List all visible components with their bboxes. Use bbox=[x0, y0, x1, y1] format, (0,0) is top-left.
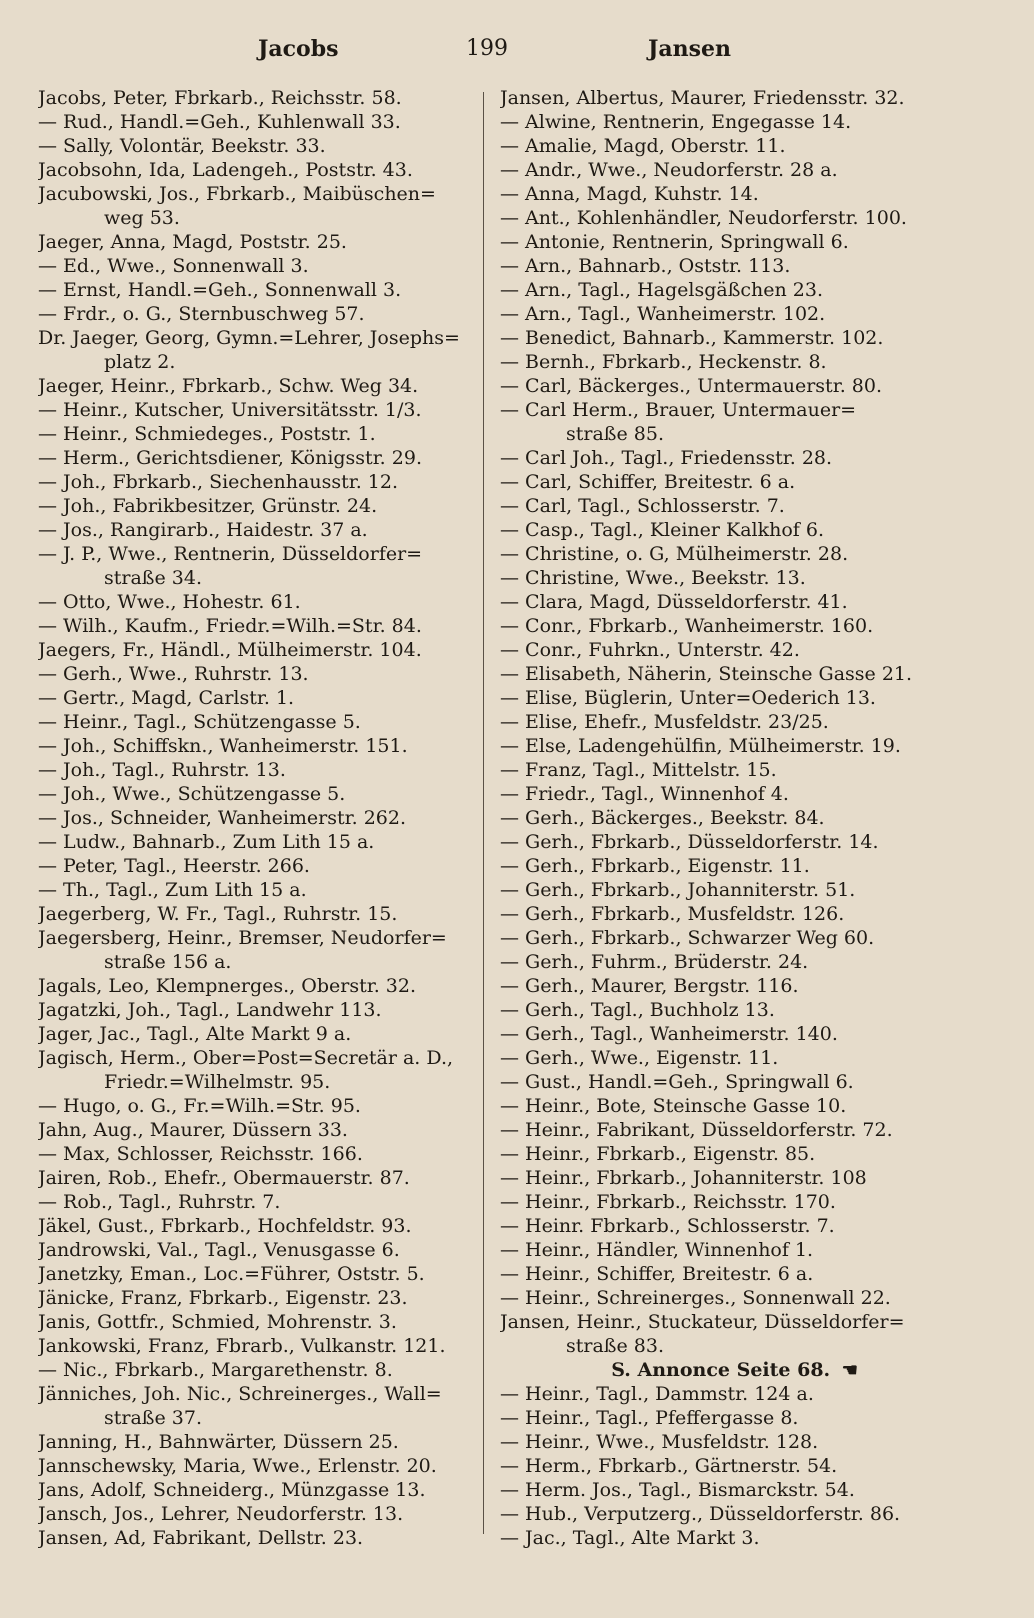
entry-text: — Joh., Tagl., Ruhrstr. 13. bbox=[38, 759, 286, 781]
directory-entry bbox=[38, 326, 466, 350]
entry-text: — Elise, Ehefr., Musfeldstr. 23/25. bbox=[500, 711, 829, 733]
directory-entry bbox=[500, 1286, 940, 1310]
entry-text: — Clara, Magd, Düsseldorferstr. 41. bbox=[500, 591, 848, 613]
directory-entry-continuation bbox=[38, 566, 466, 590]
directory-entry bbox=[38, 1382, 466, 1406]
entry-text: — Joh., Wwe., Schützengasse 5. bbox=[38, 783, 346, 805]
directory-entry-continuation bbox=[38, 206, 466, 230]
directory-entry bbox=[38, 1454, 466, 1478]
directory-entry bbox=[38, 302, 466, 326]
entry-text: Jandrowski, Val., Tagl., Venusgasse 6. bbox=[38, 1239, 400, 1261]
column-divider bbox=[483, 92, 484, 1534]
directory-entry bbox=[38, 1022, 466, 1046]
entry-text: — Franz, Tagl., Mittelstr. 15. bbox=[500, 759, 777, 781]
directory-entry bbox=[500, 638, 940, 662]
right-column bbox=[500, 86, 940, 1550]
entry-text: — Benedict, Bahnarb., Kammerstr. 102. bbox=[500, 327, 884, 349]
entry-text: — Gerh., Fbrkarb., Johanniterstr. 51. bbox=[500, 879, 856, 901]
directory-entry bbox=[500, 1478, 940, 1502]
directory-entry bbox=[500, 110, 940, 134]
entry-text: — Ed., Wwe., Sonnenwall 3. bbox=[38, 255, 309, 277]
directory-entry bbox=[38, 1358, 466, 1382]
directory-entry bbox=[500, 998, 940, 1022]
entry-text: straße 34. bbox=[104, 567, 202, 589]
entry-text: — Carl Herm., Brauer, Untermauer= bbox=[500, 399, 857, 421]
entry-text: — Elise, Büglerin, Unter=Oederich 13. bbox=[500, 687, 876, 709]
directory-entry bbox=[500, 1046, 940, 1070]
entry-text: — Alwine, Rentnerin, Engegasse 14. bbox=[500, 111, 852, 133]
header-right-keyword: Jansen bbox=[648, 36, 732, 62]
directory-entry bbox=[500, 542, 940, 566]
entry-text: Friedr.=Wilhelmstr. 95. bbox=[104, 1071, 331, 1093]
entry-text: — Otto, Wwe., Hohestr. 61. bbox=[38, 591, 301, 613]
entry-text: — Gerh., Bäckerges., Beekstr. 84. bbox=[500, 807, 825, 829]
entry-text: — Anna, Magd, Kuhstr. 14. bbox=[500, 183, 759, 205]
entry-text: — Conr., Fbrkarb., Wanheimerstr. 160. bbox=[500, 615, 874, 637]
directory-entry bbox=[500, 854, 940, 878]
entry-text: Janetzky, Eman., Loc.=Führer, Oststr. 5. bbox=[38, 1263, 425, 1285]
directory-entry bbox=[500, 926, 940, 950]
directory-entry bbox=[38, 974, 466, 998]
directory-entry bbox=[500, 830, 940, 854]
directory-entry bbox=[500, 494, 940, 518]
entry-text: — Nic., Fbrkarb., Margarethenstr. 8. bbox=[38, 1359, 393, 1381]
directory-entry bbox=[38, 782, 466, 806]
entry-text: — Gerh., Fuhrm., Brüderstr. 24. bbox=[500, 951, 809, 973]
entry-text: — Gertr., Magd, Carlstr. 1. bbox=[38, 687, 295, 709]
entry-text: — J. P., Wwe., Rentnerin, Düsseldorfer= bbox=[38, 543, 423, 565]
entry-text: — Ernst, Handl.=Geh., Sonnenwall 3. bbox=[38, 279, 402, 301]
directory-entry bbox=[500, 326, 940, 350]
directory-entry bbox=[500, 1118, 940, 1142]
directory-entry bbox=[500, 1094, 940, 1118]
directory-entry bbox=[500, 974, 940, 998]
directory-entry bbox=[38, 182, 466, 206]
entry-text: Jaegersberg, Heinr., Bremser, Neudorfer= bbox=[38, 927, 447, 949]
directory-entry bbox=[38, 878, 466, 902]
entry-text: — Heinr., Fbrkarb., Johanniterstr. 108 bbox=[500, 1167, 867, 1189]
entry-text: Jannschewsky, Maria, Wwe., Erlenstr. 20. bbox=[38, 1455, 437, 1477]
entry-text: — Joh., Fabrikbesitzer, Grünstr. 24. bbox=[38, 495, 378, 517]
directory-entry bbox=[500, 1166, 940, 1190]
entry-text: Jansen, Ad, Fabrikant, Dellstr. 23. bbox=[38, 1527, 364, 1549]
directory-entry bbox=[38, 758, 466, 782]
entry-text: Jagals, Leo, Klempnerges., Oberstr. 32. bbox=[38, 975, 416, 997]
entry-text: — Heinr., Kutscher, Universitätsstr. 1/3. bbox=[38, 399, 422, 421]
entry-text: — Ludw., Bahnarb., Zum Lith 15 a. bbox=[38, 831, 375, 853]
entry-text: — Friedr., Tagl., Winnenhof 4. bbox=[500, 783, 789, 805]
entry-text: — Arn., Tagl., Hagelsgäßchen 23. bbox=[500, 279, 824, 301]
entry-text: Jansch, Jos., Lehrer, Neudorferstr. 13. bbox=[38, 1503, 404, 1525]
directory-entry bbox=[38, 830, 466, 854]
directory-entry bbox=[38, 854, 466, 878]
entry-text: — Gust., Handl.=Geh., Springwall 6. bbox=[500, 1071, 854, 1093]
pointing-hand-icon: ☚ bbox=[841, 1360, 858, 1381]
entry-text: straße 83. bbox=[566, 1335, 664, 1357]
entry-text: — Gerh., Wwe., Eigenstr. 11. bbox=[500, 1047, 779, 1069]
directory-entry bbox=[38, 1262, 466, 1286]
entry-text: — Heinr., Tagl., Dammstr. 124 a. bbox=[500, 1383, 814, 1405]
entry-text: — Max, Schlosser, Reichsstr. 166. bbox=[38, 1143, 363, 1165]
entry-text: Jairen, Rob., Ehefr., Obermauerstr. 87. bbox=[38, 1167, 410, 1189]
directory-entry bbox=[38, 638, 466, 662]
entry-text: — Jos., Schneider, Wanheimerstr. 262. bbox=[38, 807, 407, 829]
directory-entry bbox=[500, 206, 940, 230]
directory-entry bbox=[500, 1070, 940, 1094]
directory-entry bbox=[500, 302, 940, 326]
directory-entry bbox=[38, 1310, 466, 1334]
entry-text: Jacobs, Peter, Fbrkarb., Reichsstr. 58. bbox=[38, 87, 402, 109]
left-column bbox=[38, 86, 466, 1550]
directory-entry-continuation bbox=[38, 1070, 466, 1094]
header-left-keyword: Jacobs bbox=[258, 36, 339, 62]
directory-entry bbox=[38, 1190, 466, 1214]
directory-entry bbox=[500, 686, 940, 710]
entry-text: — Else, Ladengehülfin, Mülheimerstr. 19. bbox=[500, 735, 901, 757]
directory-entry bbox=[500, 1238, 940, 1262]
directory-entry bbox=[38, 1502, 466, 1526]
directory-entry bbox=[38, 134, 466, 158]
entry-text: — Sally, Volontär, Beekstr. 33. bbox=[38, 135, 326, 157]
directory-entry bbox=[38, 1286, 466, 1310]
directory-entry bbox=[500, 350, 940, 374]
directory-entry bbox=[500, 398, 940, 422]
entry-text: — Gerh., Tagl., Buchholz 13. bbox=[500, 999, 775, 1021]
directory-entry bbox=[500, 782, 940, 806]
directory-entry bbox=[500, 878, 940, 902]
directory-entry-continuation bbox=[38, 350, 466, 374]
directory-entry bbox=[38, 734, 466, 758]
entry-text: — Arn., Tagl., Wanheimerstr. 102. bbox=[500, 303, 826, 325]
entry-text: — Hub., Verputzerg., Düsseldorferstr. 86. bbox=[500, 1503, 901, 1525]
directory-entry bbox=[38, 614, 466, 638]
entry-text: Janis, Gottfr., Schmied, Mohrenstr. 3. bbox=[38, 1311, 397, 1333]
directory-entry bbox=[500, 590, 940, 614]
directory-entry bbox=[500, 1406, 940, 1430]
directory-entry bbox=[500, 1430, 940, 1454]
entry-text: Jäkel, Gust., Fbrkarb., Hochfeldstr. 93. bbox=[38, 1215, 412, 1237]
entry-text: — Antonie, Rentnerin, Springwall 6. bbox=[500, 231, 849, 253]
entry-text: — Andr., Wwe., Neudorferstr. 28 a. bbox=[500, 159, 838, 181]
entry-text: Jagisch, Herm., Ober=Post=Secretär a. D., bbox=[38, 1047, 454, 1069]
directory-entry bbox=[38, 1334, 466, 1358]
entry-text: — Christine, Wwe., Beekstr. 13. bbox=[500, 567, 806, 589]
directory-entry bbox=[38, 494, 466, 518]
entry-text: — Carl, Schiffer, Breitestr. 6 a. bbox=[500, 471, 796, 493]
entry-text: S. Annonce Seite 68. bbox=[611, 1359, 831, 1381]
directory-entry-continuation bbox=[38, 950, 466, 974]
entry-text: Jansen, Heinr., Stuckateur, Düsseldorfer= bbox=[500, 1311, 905, 1333]
entry-text: — Heinr., Fbrkarb., Reichsstr. 170. bbox=[500, 1191, 836, 1213]
entry-text: — Joh., Schiffskn., Wanheimerstr. 151. bbox=[38, 735, 408, 757]
entry-text: — Ant., Kohlenhändler, Neudorferstr. 100. bbox=[500, 207, 907, 229]
entry-text: — Gerh., Fbrkarb., Schwarzer Weg 60. bbox=[500, 927, 875, 949]
entry-text: — Herm., Fbrkarb., Gärtnerstr. 54. bbox=[500, 1455, 838, 1477]
entry-text: — Jac., Tagl., Alte Markt 3. bbox=[500, 1527, 760, 1549]
entry-text: — Carl, Bäckerges., Untermauerstr. 80. bbox=[500, 375, 882, 397]
entry-text: — Rob., Tagl., Ruhrstr. 7. bbox=[38, 1191, 281, 1213]
directory-entry bbox=[500, 254, 940, 278]
entry-text: — Casp., Tagl., Kleiner Kalkhof 6. bbox=[500, 519, 825, 541]
directory-entry bbox=[500, 1382, 940, 1406]
entry-text: Dr. Jaeger, Georg, Gymn.=Lehrer, Josephs= bbox=[38, 327, 460, 349]
directory-entry bbox=[38, 86, 466, 110]
directory-entry bbox=[500, 566, 940, 590]
directory-entry bbox=[38, 158, 466, 182]
entry-text: — Herm., Gerichtsdiener, Königsstr. 29. bbox=[38, 447, 422, 469]
directory-entry bbox=[500, 614, 940, 638]
directory-entry bbox=[38, 542, 466, 566]
entry-text: — Gerh., Tagl., Wanheimerstr. 140. bbox=[500, 1023, 838, 1045]
directory-entry bbox=[500, 1022, 940, 1046]
entry-text: — Heinr., Bote, Steinsche Gasse 10. bbox=[500, 1095, 847, 1117]
entry-text: Jänniches, Joh. Nic., Schreinerges., Wall= bbox=[38, 1383, 442, 1405]
entry-text: — Conr., Fuhrkn., Unterstr. 42. bbox=[500, 639, 800, 661]
directory-entry bbox=[38, 590, 466, 614]
entry-text: Jahn, Aug., Maurer, Düssern 33. bbox=[38, 1119, 348, 1141]
directory-entry bbox=[38, 1094, 466, 1118]
directory-entry bbox=[38, 278, 466, 302]
entry-text: Jankowski, Franz, Fbrarb., Vulkanstr. 121. bbox=[38, 1335, 446, 1357]
entry-text: — Gerh., Fbrkarb., Musfeldstr. 126. bbox=[500, 903, 845, 925]
entry-text: Jaegers, Fr., Händl., Mülheimerstr. 104. bbox=[38, 639, 422, 661]
page-number: 199 bbox=[466, 36, 508, 61]
entry-text: Jänicke, Franz, Fbrkarb., Eigenstr. 23. bbox=[38, 1287, 408, 1309]
entry-text: — Carl, Tagl., Schlosserstr. 7. bbox=[500, 495, 785, 517]
entry-text: Jaegerberg, W. Fr., Tagl., Ruhrstr. 15. bbox=[38, 903, 398, 925]
directory-entry bbox=[500, 182, 940, 206]
entry-text: — Herm. Jos., Tagl., Bismarckstr. 54. bbox=[500, 1479, 855, 1501]
entry-text: — Th., Tagl., Zum Lith 15 a. bbox=[38, 879, 307, 901]
entry-text: — Amalie, Magd, Oberstr. 11. bbox=[500, 135, 786, 157]
directory-entry bbox=[38, 662, 466, 686]
directory-entry-continuation bbox=[500, 422, 940, 446]
directory-entry bbox=[38, 1166, 466, 1190]
entry-text: Jager, Jac., Tagl., Alte Markt 9 a. bbox=[38, 1023, 352, 1045]
entry-text: Jans, Adolf, Schneiderg., Münzgasse 13. bbox=[38, 1479, 426, 1501]
directory-entry bbox=[38, 926, 466, 950]
entry-text: — Heinr., Schmiedeges., Poststr. 1. bbox=[38, 423, 376, 445]
annonce-notice bbox=[500, 1358, 940, 1382]
entry-text: Jagatzki, Joh., Tagl., Landwehr 113. bbox=[38, 999, 382, 1021]
entry-text: — Heinr., Tagl., Schützengasse 5. bbox=[38, 711, 361, 733]
entry-text: weg 53. bbox=[104, 207, 180, 229]
directory-entry bbox=[38, 110, 466, 134]
entry-text: — Bernh., Fbrkarb., Heckenstr. 8. bbox=[500, 351, 827, 373]
directory-entry bbox=[500, 950, 940, 974]
directory-entry bbox=[38, 446, 466, 470]
directory-entry bbox=[500, 1190, 940, 1214]
directory-entry bbox=[38, 1046, 466, 1070]
directory-entry bbox=[38, 398, 466, 422]
directory-entry bbox=[38, 902, 466, 926]
directory-entry bbox=[500, 1526, 940, 1550]
entry-text: — Joh., Fbrkarb., Siechenhausstr. 12. bbox=[38, 471, 399, 493]
entry-text: straße 37. bbox=[104, 1407, 202, 1429]
entry-text: — Jos., Rangirarb., Haidestr. 37 a. bbox=[38, 519, 368, 541]
directory-entry bbox=[38, 710, 466, 734]
directory-entry bbox=[500, 230, 940, 254]
directory-entry bbox=[500, 710, 940, 734]
directory-entry bbox=[500, 1310, 940, 1334]
directory-entry-continuation bbox=[500, 1334, 940, 1358]
directory-entry bbox=[38, 518, 466, 542]
directory-entry bbox=[500, 86, 940, 110]
entry-text: Jansen, Albertus, Maurer, Friedensstr. 32. bbox=[500, 87, 905, 109]
entry-text: Jaeger, Heinr., Fbrkarb., Schw. Weg 34. bbox=[38, 375, 419, 397]
entry-text: — Heinr., Händler, Winnenhof 1. bbox=[500, 1239, 814, 1261]
directory-entry bbox=[500, 758, 940, 782]
entry-text: — Gerh., Wwe., Ruhrstr. 13. bbox=[38, 663, 309, 685]
directory-entry bbox=[38, 254, 466, 278]
entry-text: — Christine, o. G, Mülheimerstr. 28. bbox=[500, 543, 849, 565]
entry-text: — Heinr., Fabrikant, Düsseldorferstr. 72. bbox=[500, 1119, 893, 1141]
entry-text: — Heinr., Schiffer, Breitestr. 6 a. bbox=[500, 1263, 814, 1285]
directory-entry bbox=[38, 1238, 466, 1262]
directory-entry bbox=[500, 518, 940, 542]
directory-entry bbox=[38, 686, 466, 710]
directory-entry bbox=[38, 1214, 466, 1238]
directory-entry bbox=[38, 806, 466, 830]
directory-entry bbox=[38, 1430, 466, 1454]
directory-entry bbox=[38, 1478, 466, 1502]
entry-text: — Rud., Handl.=Geh., Kuhlenwall 33. bbox=[38, 111, 401, 133]
directory-entry bbox=[500, 1502, 940, 1526]
directory-entry bbox=[38, 1526, 466, 1550]
entry-text: — Gerh., Fbrkarb., Düsseldorferstr. 14. bbox=[500, 831, 879, 853]
entry-text: — Heinr., Schreinerges., Sonnenwall 22. bbox=[500, 1287, 891, 1309]
directory-entry bbox=[38, 1142, 466, 1166]
directory-entry-continuation bbox=[38, 1406, 466, 1430]
directory-entry bbox=[500, 446, 940, 470]
entry-text: — Arn., Bahnarb., Oststr. 113. bbox=[500, 255, 791, 277]
entry-text: — Gerh., Maurer, Bergstr. 116. bbox=[500, 975, 799, 997]
directory-entry bbox=[500, 278, 940, 302]
entry-text: — Carl Joh., Tagl., Friedensstr. 28. bbox=[500, 447, 833, 469]
entry-text: straße 85. bbox=[566, 423, 664, 445]
entry-text: straße 156 a. bbox=[104, 951, 232, 973]
directory-entry bbox=[500, 1214, 940, 1238]
directory-entry bbox=[500, 662, 940, 686]
directory-entry bbox=[38, 422, 466, 446]
directory-entry bbox=[38, 1118, 466, 1142]
directory-entry bbox=[500, 806, 940, 830]
entry-text: platz 2. bbox=[104, 351, 176, 373]
directory-entry bbox=[500, 734, 940, 758]
entry-text: — Elisabeth, Näherin, Steinsche Gasse 21. bbox=[500, 663, 913, 685]
page-header bbox=[0, 36, 1034, 72]
directory-entry bbox=[500, 134, 940, 158]
directory-entry bbox=[500, 1454, 940, 1478]
directory-entry bbox=[500, 470, 940, 494]
directory-entry bbox=[38, 230, 466, 254]
entry-text: Janning, H., Bahnwärter, Düssern 25. bbox=[38, 1431, 399, 1453]
entry-text: — Heinr., Tagl., Pfeffergasse 8. bbox=[500, 1407, 799, 1429]
entry-text: Jaeger, Anna, Magd, Poststr. 25. bbox=[38, 231, 347, 253]
directory-entry bbox=[500, 158, 940, 182]
directory-entry bbox=[500, 1262, 940, 1286]
entry-text: — Heinr., Wwe., Musfeldstr. 128. bbox=[500, 1431, 819, 1453]
entry-text: — Heinr. Fbrkarb., Schlosserstr. 7. bbox=[500, 1215, 835, 1237]
entry-text: — Heinr., Fbrkarb., Eigenstr. 85. bbox=[500, 1143, 816, 1165]
entry-text: Jacobsohn, Ida, Ladengeh., Poststr. 43. bbox=[38, 159, 413, 181]
entry-text: — Wilh., Kaufm., Friedr.=Wilh.=Str. 84. bbox=[38, 615, 422, 637]
entry-text: Jacubowski, Jos., Fbrkarb., Maibüschen= bbox=[38, 183, 436, 205]
directory-entry bbox=[500, 1142, 940, 1166]
entry-text: — Gerh., Fbrkarb., Eigenstr. 11. bbox=[500, 855, 810, 877]
directory-entry bbox=[38, 998, 466, 1022]
entry-text: — Hugo, o. G., Fr.=Wilh.=Str. 95. bbox=[38, 1095, 361, 1117]
directory-entry bbox=[38, 374, 466, 398]
entry-text: — Peter, Tagl., Heerstr. 266. bbox=[38, 855, 310, 877]
entry-text: — Frdr., o. G., Sternbuschweg 57. bbox=[38, 303, 365, 325]
directory-entry bbox=[500, 902, 940, 926]
directory-entry bbox=[500, 374, 940, 398]
directory-entry bbox=[38, 470, 466, 494]
